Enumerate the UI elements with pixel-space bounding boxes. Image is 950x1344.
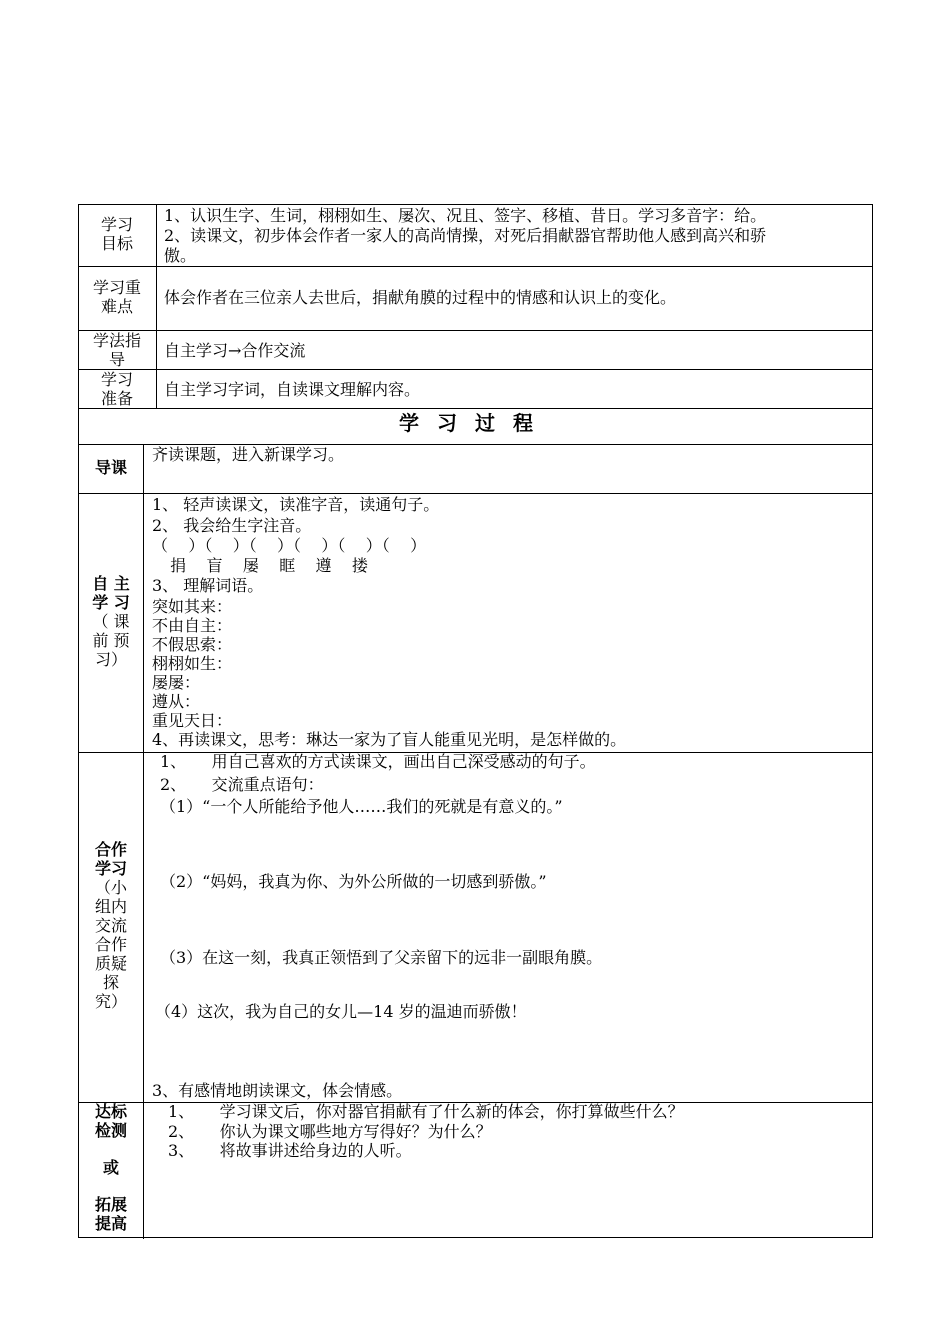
self-study-line: 4、再读课文，思考：琳达一家为了盲人能重见光明，是怎样做的。 <box>152 730 627 749</box>
assessment-label <box>79 1102 143 1233</box>
row-divider <box>79 408 872 409</box>
group-study-item: 2、 交流重点语句： <box>160 775 324 794</box>
key-sentence: （3）在这一刻，我真正领悟到了父亲留下的远非一副眼角膜。 <box>160 948 603 967</box>
key-points-text: 体会作者在三位亲人去世后，捐献角膜的过程中的情感和认识上的变化。 <box>164 288 677 307</box>
preparation-label-line: 准备 <box>100 389 133 408</box>
goals-line: 傲。 <box>164 246 197 265</box>
vocab-item: 遵从： <box>152 692 201 711</box>
goals-line: 2、读课文，初步体会作者一家人的高尚情操，对死后捐献器官帮助他人感到高兴和骄 <box>164 226 767 245</box>
preparation-label <box>79 370 155 408</box>
goals-label-line: 学习 <box>100 215 133 234</box>
group-study-item: 1、 用自己喜欢的方式读课文，画出自己深受感动的句子。 <box>160 752 596 771</box>
row-divider <box>79 493 872 494</box>
key-points-label-line: 学习重 <box>92 278 141 297</box>
self-study-line: 3、 理解词语。 <box>152 576 264 595</box>
self-study-label-line: 习） <box>94 650 127 669</box>
group-study-label-line: 交流 <box>94 916 127 935</box>
self-study-label <box>79 574 143 669</box>
vocab-item: 突如其来： <box>152 597 233 616</box>
assessment-label-line: 拓展 <box>94 1195 127 1214</box>
self-study-label-line: 学 习 <box>92 593 130 612</box>
self-study-line: 1、 轻声读课文，读准字音，读通句子。 <box>152 495 440 514</box>
vocab-item: 不假思索： <box>152 635 233 654</box>
goals-label-line: 目标 <box>100 234 133 253</box>
pinyin-blanks: （ ）（ ）（ ）（ ）（ ）（ ） <box>152 536 427 555</box>
group-study-label-line: 学习 <box>94 859 127 878</box>
column-divider <box>143 444 144 1239</box>
goals-line: 1、认识生字、生词，栩栩如生、屡次、况且、签字、移植、昔日。学习多音字：给。 <box>164 206 767 225</box>
key-sentence: （1）“一个人所能给予他人……我们的死就是有意义的。” <box>160 797 563 816</box>
assessment-item: 1、 学习课文后，你对器官捐献有了什么新的体会，你打算做些什么？ <box>168 1102 684 1121</box>
vocab-item: 栩栩如生： <box>152 654 233 673</box>
key-points-label-line: 难点 <box>100 297 133 316</box>
group-study-label-line: 合作 <box>94 840 127 859</box>
method-text: 自主学习→合作交流 <box>164 341 306 360</box>
preparation-text: 自主学习字词，自读课文理解内容。 <box>164 380 421 399</box>
vocab-item: 重见天日： <box>152 711 233 730</box>
characters-to-annotate: 捐 盲 屡 眶 遵 搂 <box>160 556 368 575</box>
process-title: 学习过程 <box>399 411 551 435</box>
key-sentence: （4）这次，我为自己的女儿—14 岁的温迪而骄傲！ <box>155 1002 527 1021</box>
intro-label: 导课 <box>94 458 127 477</box>
group-study-label <box>79 840 143 1011</box>
self-study-line: 2、 我会给生字注音。 <box>152 516 312 535</box>
column-divider <box>156 205 157 408</box>
vocab-item: 屡屡： <box>152 673 201 692</box>
self-study-label-line: 自 主 <box>92 574 130 593</box>
self-study-label-line: 前 预 <box>92 631 130 650</box>
assessment-label-line: 检测 <box>94 1121 127 1140</box>
method-label-line: 学法指 <box>92 331 141 350</box>
self-study-label-line: （ 课 <box>92 612 130 631</box>
goals-label <box>79 215 155 253</box>
row-divider <box>79 266 872 267</box>
key-sentence: （2）“妈妈，我真为你、为外公所做的一切感到骄傲。” <box>160 872 547 891</box>
row-divider <box>79 369 872 370</box>
group-study-label-line: 合作 <box>94 935 127 954</box>
intro-text: 齐读课题，进入新课学习。 <box>152 445 345 464</box>
preparation-label-line: 学习 <box>100 370 133 389</box>
method-label-line: 导 <box>108 350 125 369</box>
assessment-label-line: 或 <box>102 1158 119 1177</box>
group-study-label-line: 质疑 <box>94 954 127 973</box>
group-study-label-line: 探 <box>102 973 119 992</box>
assessment-label-line: 达标 <box>94 1102 127 1121</box>
row-divider <box>79 330 872 331</box>
method-label <box>79 331 155 369</box>
group-study-label-line: 组内 <box>94 897 127 916</box>
group-study-label-line: （小 <box>94 878 127 897</box>
group-study-item: 3、有感情地朗读课文，体会情感。 <box>152 1081 403 1100</box>
key-points-label <box>79 278 155 316</box>
assessment-item: 2、 你认为课文哪些地方写得好？为什么？ <box>168 1122 492 1141</box>
vocab-item: 不由自主： <box>152 616 233 635</box>
group-study-label-line: 究） <box>94 992 127 1011</box>
assessment-item: 3、 将故事讲述给身边的人听。 <box>168 1141 412 1160</box>
assessment-label-line: 提高 <box>94 1214 127 1233</box>
